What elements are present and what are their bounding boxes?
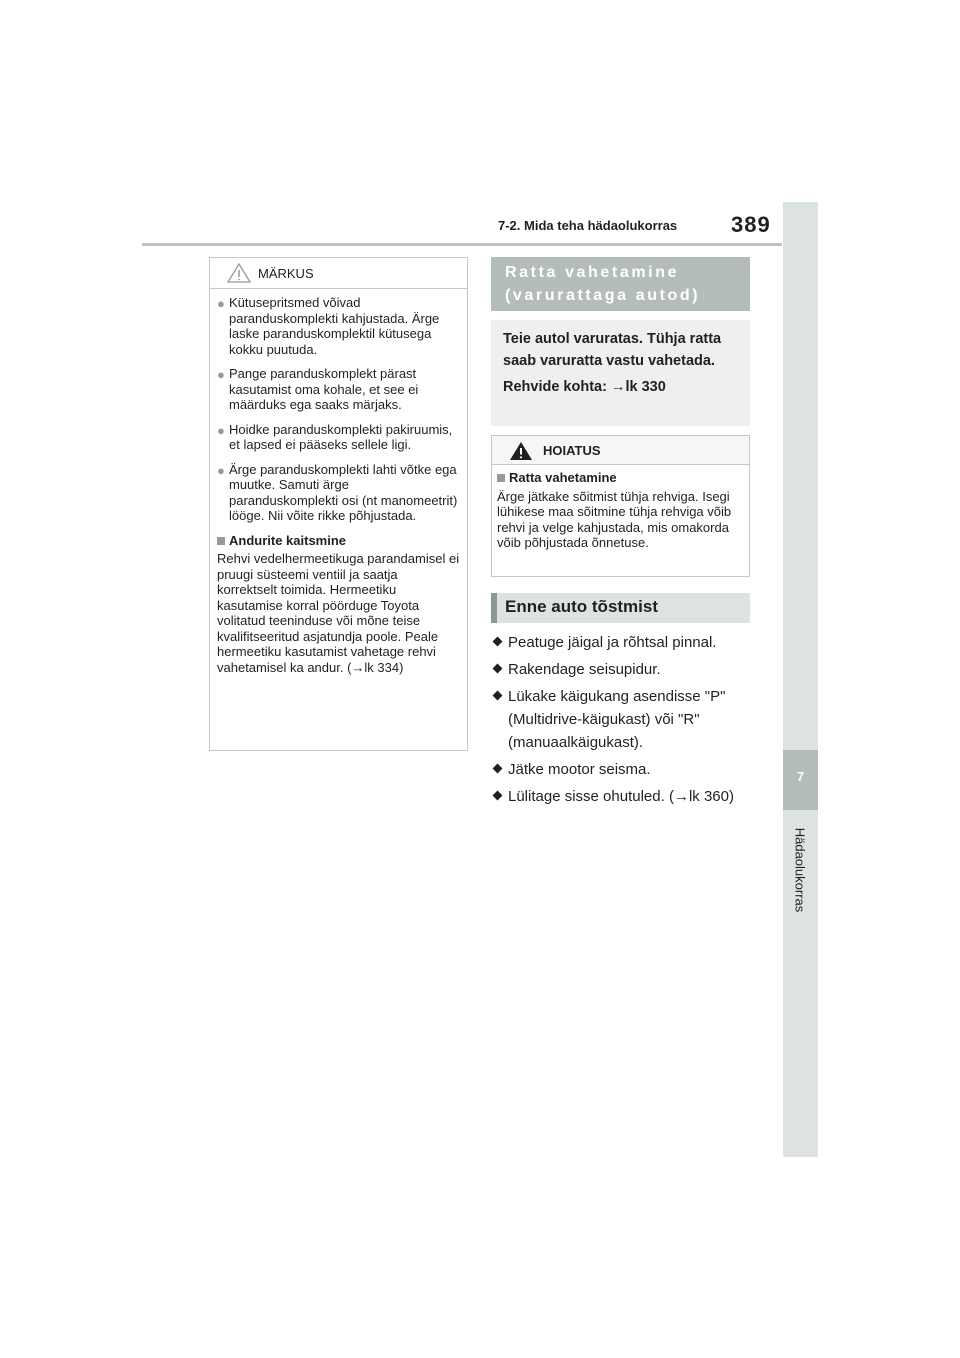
page-number: 389 — [731, 212, 771, 237]
page-reference: Rehvide kohta: →lk 330 — [503, 379, 666, 395]
list-item: Rakendage seisupidur. — [492, 658, 754, 681]
intro-text: Teie autol varuratas. Tühja ratta saab varuratta vastu vahetada. — [503, 331, 722, 369]
notice-header — [210, 258, 467, 289]
diamond-bullet-icon — [493, 791, 503, 801]
diamond-bullet-icon — [493, 637, 503, 647]
list-item: ● Ärge paranduskomplekti lahti võtke ega muutke. Samuti ärge paranduskomplekti osi (nt manomeetrit) lööge. Nii võite rikke põhjustada. — [217, 461, 458, 523]
bullet-icon: ● — [217, 462, 225, 478]
diamond-bullet-icon — [493, 664, 503, 674]
warning-subheading: Ratta vahetamine — [497, 470, 743, 486]
list-item: ● Kütusepritsmed võivad paranduskomplekti kahjustada. Ärge laske paranduskomplektil kütusega kokku puutuda. — [217, 295, 440, 357]
diamond-bullet-icon — [493, 764, 503, 774]
notice-title: MÄRKUS — [258, 266, 314, 281]
chapter-number-tab — [783, 750, 818, 810]
list-item: Lükake käigukang asendisse "P" (Multidrive-käigukast) või "R" (manuaalkäigukast). — [492, 685, 754, 754]
list-item: Peatuge jäigal ja rõhtsal pinnal. — [492, 631, 754, 654]
list-item: Lülitage sisse ohutuled. (→lk 360) — [492, 785, 754, 808]
notice-box — [209, 257, 468, 751]
bullet-icon: ● — [217, 422, 225, 438]
warning-box — [491, 435, 750, 577]
steps-list — [492, 631, 754, 812]
chapter-side-tab — [783, 202, 818, 1157]
section-title: 7-2. Mida teha hädaolukorras — [498, 218, 678, 233]
list-item: ● Hoidke paranduskomplekti pakiruumis, et lapsed ei pääseks sellele ligi. — [217, 421, 453, 452]
notice-subtext: Rehvi vedelhermeetikuga parandamisel ei pruugi süsteemi ventiil ja saatja korrektselt toimida. Hermeetiku kasutamise korral pöörduge Toyota volitatud teeninduse või mõne teise kvalifitseeritud asjatundja poole. Peale hermeetiku kasutamist vahetage rehvi vahetamisel ka andur. (→lk 334) — [217, 551, 460, 675]
warning-body — [492, 465, 749, 551]
section-intro — [491, 320, 750, 426]
header-divider — [142, 243, 782, 246]
chapter-label: Hädaolukorras — [792, 827, 808, 913]
section-heading-before-lifting: Enne auto tõstmist — [491, 593, 750, 623]
warning-title: HOIATUS — [543, 443, 601, 458]
square-bullet-icon — [497, 474, 505, 482]
warning-header — [492, 436, 749, 465]
list-item: ● Pange paranduskomplekt pärast kasutamist oma kohale, et see ei määrduks ega saaks märjaks. — [217, 366, 419, 412]
square-bullet-icon — [217, 537, 225, 545]
caution-triangle-icon — [227, 263, 251, 288]
warning-triangle-icon — [509, 441, 533, 466]
diamond-bullet-icon — [493, 691, 503, 701]
section-heading-wheel-change: Ratta vahetamine (varurattaga autod) — [491, 257, 750, 311]
list-item: Jätke mootor seisma. — [492, 758, 754, 781]
bullet-icon: ● — [217, 296, 225, 311]
notice-subheading: Andurite kaitsmine — [217, 533, 460, 549]
notice-body — [210, 289, 467, 675]
warning-text: Ärge jätkake sõitmist tühja rehviga. Isegi lühikese maa sõitmine tühja rehviga võib rehvi ja velge kahjustada, mis omakorda võib põhjustada õnnetuse. — [497, 488, 732, 550]
chapter-number: 7 — [796, 769, 805, 784]
bullet-icon: ● — [217, 367, 225, 382]
